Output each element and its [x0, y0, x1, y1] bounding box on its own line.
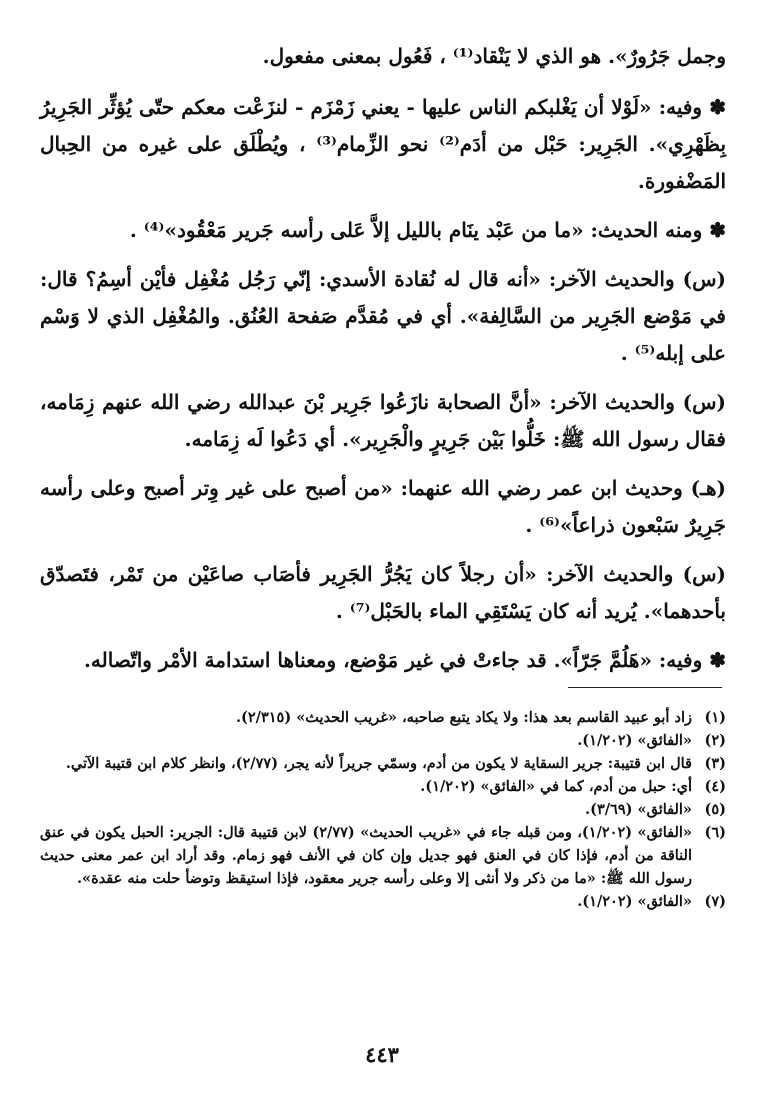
paragraph-3: ✽ ومنه الحديث: «ما من عَبْد ينَام بالليل إلاَّ عَلى رأسه جَرير مَعْقُود»⁽⁴⁾ .	[129, 218, 726, 242]
paragraph-4: (س) والحديث الآخر: «أنه قال له نُقادة الأسدي: إنّي رَجُل مُغْفِل فأيْن أسِمُ؟ قال: في مَوْضع الجَرِير من السَّالِفة». أي في مُقدَّم صَفحة العُنُق. والمُغْفِل الذي لا وَسْم على إبله⁽⁵⁾ .	[40, 267, 726, 365]
main-text	[40, 38, 726, 689]
footnote-text: «الفائق» (١/٢٠٢).	[577, 893, 692, 910]
footnote-item	[40, 775, 726, 798]
footnote-number: (٤)	[704, 778, 726, 795]
footnote-item	[40, 752, 726, 775]
footnotes	[40, 706, 726, 913]
footnote-text: زاد أبو عبيد القاسم بعد هذا: ولا يكاد يتبع صاحبه، «غريب الحديث» (٢/٣١٥).	[235, 709, 692, 726]
page-number: ٤٤٣	[365, 1042, 399, 1067]
footnote-text: «الفائق» (٣/٦٩).	[585, 801, 692, 818]
paragraph-1: وجمل جَرُورٌ». هو الذي لا يَنْقاد⁽¹⁾ ، فَعُول بمعنى مفعول.	[262, 44, 726, 68]
footnote-item	[40, 890, 726, 913]
footnote-number: (٢)	[704, 732, 726, 749]
footnote-item	[40, 729, 726, 752]
footnote-number: (١)	[704, 709, 726, 726]
footnote-item	[40, 706, 726, 729]
footnote-item	[40, 821, 726, 890]
paragraph-6: (هـ) وحديث ابن عمر رضي الله عنهما: «من أصبح على غير وِتر أصبح وعلى رأسه جَرِيرٌ سَبْعون ذراعاً»⁽⁶⁾ .	[40, 476, 726, 537]
footnote-separator	[568, 687, 722, 688]
footnote-number: (٦)	[704, 824, 726, 841]
paragraph-7: (س) والحديث الآخر: «أن رجلاً كان يَجُرُّ الجَرِير فأصَاب صاعَيْن من تَمْر، فتَصدّق بأحدهما». يُريد أنه كان يَسْتَقِي الماء بالحَبْل⁽⁷⁾ .	[40, 562, 726, 623]
paragraph-8: ✽ وفيه: «هَلُمَّ جَرّاً». قد جاءتْ في غير مَوْضع، ومعناها استدامة الأمْر واتّصاله.	[83, 648, 726, 672]
paragraph-2: ✽ وفيه: «لَوْلا أن يَغْلبكم الناس عليها - يعني زَمْزَم - لنزَعْت معكم حتّى يُؤثِّر الجَرِيرُ بِظَهْرِي». الجَرِير: حَبْل من أدَم⁽²⁾ نحو الزِّمام⁽³⁾ ، ويُطْلَق على غيره من الحِبال المَضْفورة.	[40, 95, 727, 193]
footnote-number: (٧)	[704, 893, 726, 910]
footnote-text: «الفائق» (١/٢٠٢)، ومن قبله جاء في «غريب الحديث» (٢/٧٧) لابن قتيبة قال: الجرير: الحبل يكون في عنق الناقة من أدم، فإذا كان في العنق فهو جديل وإن كان في الأنف فهو زمام. وقد أراد ابن عمر معنى حديث رسول الله ﷺ: «ما من ذكر ولا أنثى إلا وعلى رأسه جرير معقود، فإذا استيقظ وتوضأ حلت منه عقدة».	[40, 824, 692, 887]
footnote-text: أي: حبل من أدم، كما في «الفائق» (١/٢٠٢).	[420, 778, 692, 795]
footnote-number: (٣)	[704, 755, 726, 772]
footnote-text: «الفائق» (١/٢٠٢).	[577, 732, 692, 749]
footnote-item	[40, 798, 726, 821]
footnote-number: (٥)	[704, 801, 726, 818]
footnote-text: قال ابن قتيبة: جرير السقاية لا يكون من أدم، وسمّي جريراً لأنه يجر، (٢/٧٧)، وانظر كلام ابن قتيبة الآتي.	[65, 755, 692, 772]
paragraph-5: (س) والحديث الآخر: «أنَّ الصحابة نازَعُوا جَرِير بْنَ عبدالله رضي الله عنهم زِمَامه، فقال رسول الله ﷺ: خَلُّوا بَيْن جَرِيرٍ والْجَرِير». أي دَعُوا لَه زِمَامه.	[40, 390, 726, 451]
